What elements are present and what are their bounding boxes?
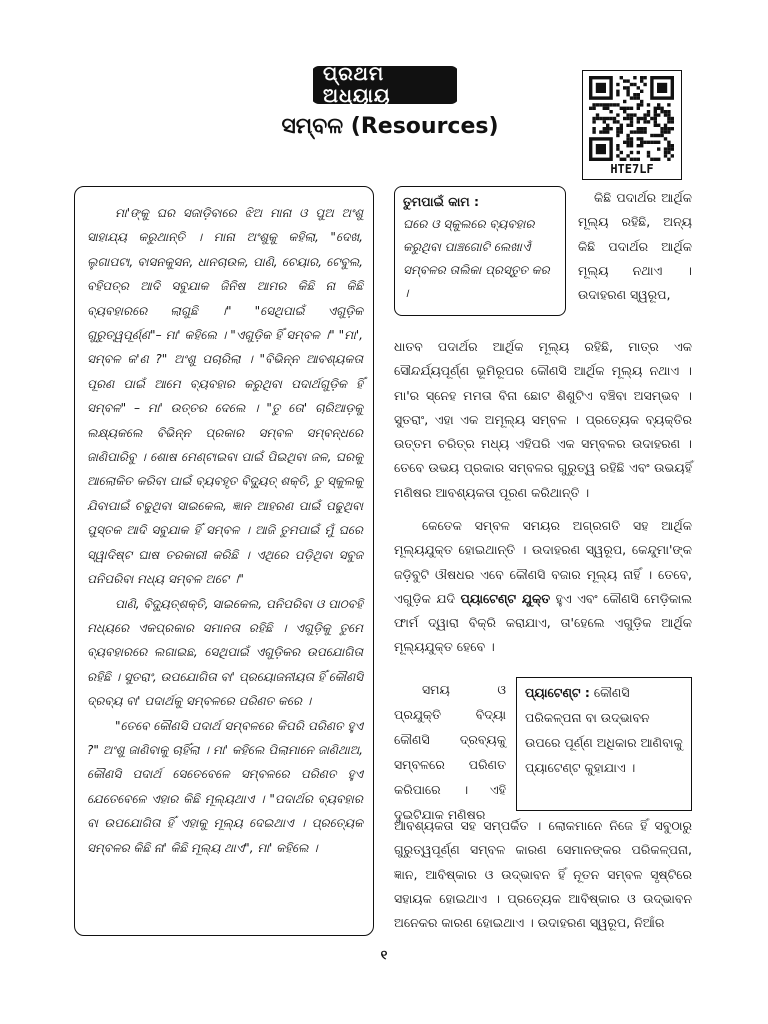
page-title: ସମ୍ବଳ (Resources) bbox=[281, 114, 499, 139]
qr-code-icon bbox=[587, 75, 677, 161]
paragraph-3-full: ଆବଶ୍ୟକତା ସହ ସମ୍ପର୍କିତ । ଲୋକମାନେ ନିଜେ ହିଁ ସବୁଠାରୁ ଗୁରୁତ୍ୱପୂର୍ଣ୍ଣ ସମ୍ବଳ କାରଣ ସେମାନଙ୍କର ପରିକଳ୍ପନା, ଜ୍ଞାନ, ଆବିଷ୍କାର ଓ ଉଦ୍ଭାବନ ହିଁ ନୂତନ ସମ୍ବଳ ସୃଷ୍ଟିରେ ସହାୟକ ହୋଇଥାଏ । ପ୍ରତ୍ୟେକ ଆବିଷ୍କାର ଓ ଉଦ୍ଭାବନ ଅନେକର କାରଣ ହୋଇଥାଏ । ଉଦାହରଣ ସ୍ୱରୂପ, ନିଆଁର bbox=[394, 818, 692, 931]
chapter-label bbox=[311, 63, 459, 107]
patent-term-inline: ପ୍ୟାଟେଣ୍ଟ ଯୁକ୍ତ bbox=[460, 590, 551, 606]
paragraph-2 bbox=[394, 514, 692, 660]
intro-full-text: ଧାତବ ପଦାର୍ଥର ଆର୍ଥିକ ମୂଲ୍ୟ ରହିଛି, ମାତ୍ର ଏକ ସୌନ୍ଦର୍ଯ୍ୟପୂର୍ଣ୍ଣ ଭୂମିରୂପର କୌଣସି ଆର୍ଥିକ ମୂଲ୍ୟ ନଥାଏ । ମା'ର ସ୍ନେହ ମମତା ବିନା ଛୋଟ ଶିଶୁଟିଏ ବଞ୍ଚିବା ଅସମ୍ଭବ । ସୁତରାଂ, ଏହା ଏକ ଅମୂଲ୍ୟ ସମ୍ବଳ । ପ୍ରତ୍ୟେକ ବ୍ୟକ୍ତିର ଉତ୍ତମ ଚରିତ୍ର ମଧ୍ୟ ଏହିପରି ଏକ ସମ୍ବଳର ଉଦାହରଣ । ତେବେ ଉଭୟ ପ୍ରକାର ସମ୍ବଳର ଗୁରୁତ୍ୱ ରହିଛି ଏବଂ ଉଭୟହିଁ ମଣିଷର ଆବଶ୍ୟକତା ପୂରଣ କରିଥାନ୍ତି । bbox=[394, 339, 692, 500]
qr-code-box[interactable] bbox=[582, 70, 682, 180]
activity-title: ତୁମପାଇଁ କାମ : bbox=[403, 194, 480, 209]
activity-text: ଘରେ ଓ ସ୍କୁଲରେ ବ୍ୟବହାର କରୁଥିବା ପାଞ୍ଚଗୋଟି ଲେଖାଏଁ ସମ୍ବଳର ତାଲିକା ପ୍ରସ୍ତୁତ କର । bbox=[403, 217, 550, 300]
page-number: ୧ bbox=[380, 948, 388, 963]
story-paragraph: "ତେବେ କୌଣସି ପଦାର୍ଥ ସମ୍ବଳରେ କିପରି ପରିଣତ ହୁଏ ?" ଅଂଶୁ ଜାଣିବାକୁ ଚାହିଁଲା । ମା' କହିଲେ ପିଲାମାନେ ଜାଣିଥାଅ, କୌଣସି ପଦାର୍ଥ ସେତେବେଳେ ସମ୍ବଳରେ ପରିଣତ ହୁଏ ଯେତେବେଳେ ଏହାର କିଛି ମୂଲ୍ୟଥାଏ । "ପଦାର୍ଥର ବ୍ୟବହାର ବା ଉପଯୋଗିତା ହିଁ ଏହାକୁ ମୂଲ୍ୟ ଦେଇଥାଏ । ପ୍ରତ୍ୟେକ ସମ୍ବଳର କିଛି ନା' କିଛି ମୂଲ୍ୟ ଥାଏ", ମା' କହିଲେ । bbox=[87, 718, 363, 855]
qr-code-text: HTE7LF bbox=[610, 162, 654, 176]
chapter-label-text: ପ୍ରଥମ ଅଧ୍ୟାୟ bbox=[311, 60, 459, 110]
paragraph-3-left: ସମୟ ଓ ପ୍ରଯୁକ୍ତି ବିଦ୍ୟା କୌଣସି ଦ୍ରବ୍ୟକୁ ସମ୍ବଳରେ ପରିଣତ କରିପାରେ । ଏହି ଦୁଇଟିଯାକ ମଣିଷର bbox=[394, 682, 506, 822]
patent-note bbox=[525, 680, 683, 780]
patent-note-term: ପ୍ୟାଟେଣ୍ଟ : bbox=[525, 685, 590, 700]
activity-box bbox=[394, 186, 566, 316]
intro-short-block bbox=[578, 186, 692, 334]
story-paragraph: ମା'ଙ୍କୁ ଘର ସଜାଡ଼ିବାରେ ଝିଅ ମାନା ଓ ପୁଅ ଅଂଶୁ ସାହାଯ୍ୟ କରୁଥାନ୍ତି । ମାନା ଅଂଶୁକୁ କହିଲା, "ଦେଖ, ଲୁଗାପଟା, ବାସନକୁସନ, ଧାନଚାଉଳ, ପାଣି, ଚେୟାର, ଟେବୁଲ, ବହିପତ୍ର ଆଦି ସବୁଯାକ ଜିନିଷ ଆମର କିଛି ନା କିଛି ବ୍ୟବହାରରେ ଲାଗୁଛି ।" "ସେଥିପାଇଁ ଏଗୁଡ଼ିକ ଗୁରୁତ୍ୱପୂର୍ଣ୍ଣ"– ମା' କହିଲେ । "ଏଗୁଡ଼ିକ ହିଁ ସମ୍ବଳ ।" "ମା', ସମ୍ବଳ କ'ଣ ?" ଅଂଶୁ ପଚାରିଲା । "ବିଭିନ୍ନ ଆବଶ୍ୟକତା ପୂରଣ ପାଇଁ ଆମେ ବ୍ୟବହାର କରୁଥିବା ପଦାର୍ଥଗୁଡ଼ିକ ହିଁ ସମ୍ବଳ" – ମା' ଉତ୍ତର ଦେଲେ । "ତୁ ତୋ' ଚାରିଆଡ଼କୁ ଲକ୍ଷ୍ୟକଲେ ବିଭିନ୍ନ ପ୍ରକାର ସମ୍ବଳ ସମ୍ବନ୍ଧରେ ଜାଣିପାରିବୁ । ଶୋଷ ମେଣ୍ଟାଇବା ପାଇଁ ପିଇଥିବା ଜଳ, ଘରକୁ ଆଲୋକିତ କରିବା ପାଇଁ ବ୍ୟବହୃତ ବିଦ୍ୟୁତ୍ ଶକ୍ତି, ତୁ ସ୍କୁଲକୁ ଯିବାପାଇଁ ଚଢୁଥିବା ସାଇକେଲ, ଜ୍ଞାନ ଆହରଣ ପାଇଁ ପଢୁଥିବା ପୁସ୍ତକ ଆଦି ସବୁଯାକ ହିଁ ସମ୍ବଳ । ଆଜି ତୁମପାଇଁ ମୁଁ ଘରେ ସ୍ୱାଦିଷ୍ଟ ଘାଷ ତରକାରୀ କରିଛି । ଏଥିରେ ପଡ଼ିଥିବା ସବୁଜ ପନିପରିବା ମଧ୍ୟ ସମ୍ବଳ ଅଟେ ।" bbox=[87, 206, 363, 587]
story-paragraph: ପାଣି, ବିଦ୍ୟୁତ୍‌ଶକ୍ତି, ସାଇକେଲ, ପନିପରିବା ଓ ପାଠବହି ମଧ୍ୟରେ ଏକପ୍ରକାର ସମାନତା ରହିଛି । ଏଗୁଡ଼ିକୁ ତୁମେ ବ୍ୟବହାରରେ ଲଗାଇଛ, ସେଥିପାଇଁ ଏଗୁଡ଼ିକର ଉପଯୋଗିତା ରହିଛି । ସୁତରାଂ, ଉପଯୋଗିତା ବା' ପ୍ରୟୋଜନୀୟତା ହିଁ କୌଣସି ଦ୍ରବ୍ୟ ବା' ପଦାର୍ଥକୁ ସମ୍ବଳରେ ପରିଣତ କରେ । bbox=[87, 596, 363, 709]
story-box bbox=[74, 186, 374, 936]
patent-note-box bbox=[516, 677, 692, 811]
intro-short-text: କିଛି ପଦାର୍ଥର ଆର୍ଥିକ ମୂଲ୍ୟ ରହିଛି, ଅନ୍ୟ କିଛି ପଦାର୍ଥର ଆର୍ଥିକ ମୂଲ୍ୟ ନଥାଏ । ଉଦାହରଣ ସ୍ୱରୂପ, bbox=[578, 190, 692, 303]
paragraph-2-before: କେତେକ ସମ୍ବଳ ସମୟର ଅଗ୍ରଗତି ସହ ଆର୍ଥିକ ମୂଲ୍ୟଯୁକ୍ତ ହୋଇଥାନ୍ତି । ଉଦାହରଣ ସ୍ୱରୂପ, କେନ୍ଦୁମା'ଙ୍କ ଜଡ଼ିବୁଟି ଔଷଧର ଏବେ କୌଣସି ବଜାର ମୂଲ୍ୟ ନାହିଁ । ତେବେ, ଏଗୁଡ଼ିକ ଯଦି bbox=[394, 518, 692, 606]
intro-full-block bbox=[394, 335, 692, 505]
paragraph-3-left-block bbox=[394, 677, 506, 822]
paragraph-2-after: ହୁଏ ଏବଂ କୌଣସି ମେଡ଼ିକାଲ ଫାର୍ମ ଦ୍ୱାରା ବିକ୍ରି କରାଯାଏ, ତା'ହେଲେ ଏଗୁଡ଼ିକ ଆର୍ଥିକ ମୂଲ୍ୟଯୁକ୍ତ ହେବେ । bbox=[394, 590, 692, 655]
paragraph-2-block bbox=[394, 514, 692, 672]
patent-note-text: କୌଣସି ପରିକଳ୍ପନା ବା ଉଦ୍ଭାବନ ଉପରେ ପୂର୍ଣ୍ଣ ଅଧିକାର ଆଣିବାକୁ ପ୍ୟାଟେଣ୍ଟ କୁହାଯାଏ । bbox=[525, 685, 683, 775]
paragraph-3-full-block bbox=[394, 814, 692, 944]
